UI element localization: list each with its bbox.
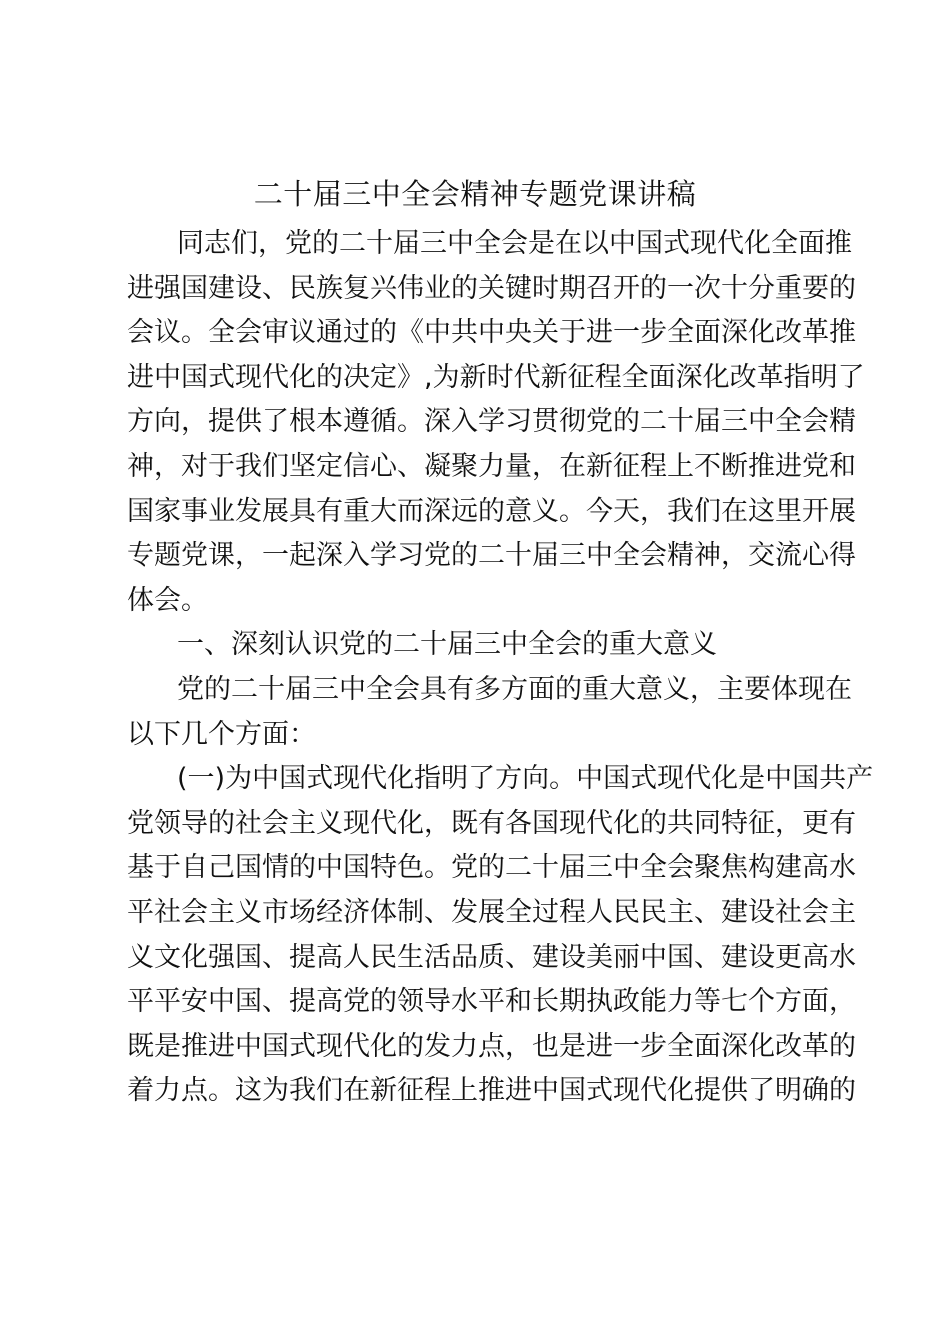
paragraph-line: 神，对于我们坚定信心、凝聚力量，在新征程上不断推进党和 [127, 451, 856, 482]
paragraph-line: 以下几个方面： [127, 719, 316, 750]
paragraph-line: 进中国式现代化的决定》,为新时代新征程全面深化改革指明了 [127, 362, 865, 393]
paragraph-line: 平社会主义市场经济体制、发展全过程人民民主、建设社会主 [127, 897, 856, 928]
paragraph-line: 会议。全会审议通过的《中共中央关于进一步全面深化改革推 [127, 317, 856, 348]
paragraph-line: 国家事业发展具有重大而深远的意义。今天，我们在这里开展 [127, 496, 856, 527]
paragraph-line: 方向，提供了根本遵循。深入学习贯彻党的二十届三中全会精 [127, 406, 856, 437]
document-title: 二十届三中全会精神专题党课讲稿 [253, 177, 697, 211]
paragraph-line: 义文化强国、提高人民生活品质、建设美丽中国、建设更高水 [127, 942, 856, 973]
paragraph-line: 同志们，党的二十届三中全会是在以中国式现代化全面推 [177, 228, 852, 259]
paragraph-line: 专题党课，一起深入学习党的二十届三中全会精神，交流心得 [127, 540, 856, 571]
paragraph-line: 着力点。这为我们在新征程上推进中国式现代化提供了明确的 [127, 1075, 856, 1106]
paragraph-line: (一)为中国式现代化指明了方向。中国式现代化是中国共产 [177, 763, 874, 794]
paragraph-line: 一、深刻认识党的二十届三中全会的重大意义 [177, 629, 717, 660]
paragraph-line: 党领导的社会主义现代化，既有各国现代化的共同特征，更有 [127, 808, 856, 839]
paragraph-line: 体会。 [127, 585, 208, 616]
paragraph-line: 基于自己国情的中国特色。党的二十届三中全会聚焦构建高水 [127, 852, 856, 883]
paragraph-line: 既是推进中国式现代化的发力点，也是进一步全面深化改革的 [127, 1031, 856, 1062]
paragraph-line: 平平安中国、提高党的领导水平和长期执政能力等七个方面， [127, 986, 856, 1017]
paragraph-line: 进强国建设、民族复兴伟业的关键时期召开的一次十分重要的 [127, 273, 856, 304]
paragraph-line: 党的二十届三中全会具有多方面的重大意义，主要体现在 [177, 674, 852, 705]
